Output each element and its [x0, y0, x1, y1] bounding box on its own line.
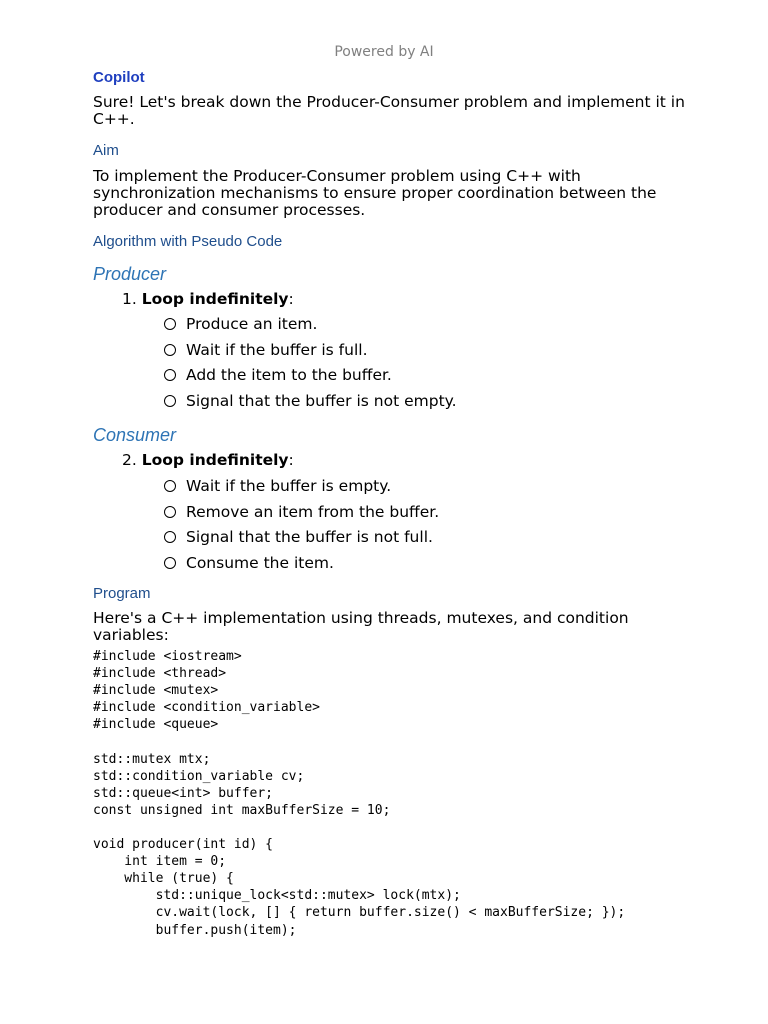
producer-heading: Producer: [93, 264, 167, 284]
list-item: Signal that the buffer is not empty.: [93, 392, 693, 418]
list-item: Signal that the buffer is not full.: [93, 528, 693, 554]
circle-bullet-icon: [164, 557, 176, 569]
list-item: Consume the item.: [93, 554, 693, 580]
circle-bullet-icon: [164, 531, 176, 543]
circle-bullet-icon: [164, 480, 176, 492]
list-item: Produce an item.: [93, 315, 693, 341]
producer-step-number: 1.: [122, 290, 137, 308]
circle-bullet-icon: [164, 506, 176, 518]
producer-step: [93, 290, 693, 308]
response-content: [93, 69, 693, 939]
list-item: Add the item to the buffer.: [93, 366, 693, 392]
list-item: Wait if the buffer is empty.: [93, 477, 693, 503]
consumer-step-suffix: :: [288, 451, 294, 469]
algorithm-heading: Algorithm with Pseudo Code: [93, 233, 283, 250]
aim-heading: Aim: [93, 142, 119, 159]
circle-bullet-icon: [164, 369, 176, 381]
list-item: Remove an item from the buffer.: [93, 503, 693, 529]
producer-step-title: Loop indefinitely: [141, 290, 289, 308]
consumer-step: [93, 451, 693, 469]
intro-paragraph: Sure! Let's break down the Producer-Consumer problem and implement it in C++.: [93, 93, 685, 128]
assistant-name: Copilot: [93, 69, 145, 86]
code-block: #include <iostream> #include <thread> #include <mutex> #include <condition_variable> #include <queue> std::mutex mtx; std::condition_variable cv; std::queue<int> buffer; const unsigned int maxBufferSize = 10; void producer(int id) { int item = 0; while (true) { std::unique_lock<std::mutex> lock(mtx); cv.wait(lock, [] { return buffer.size() < maxBufferSize; }); buffer.push(item);: [93, 649, 626, 938]
program-heading: Program: [93, 585, 151, 602]
powered-by-label: Powered by AI: [334, 44, 434, 60]
consumer-step-title: Loop indefinitely: [141, 451, 289, 469]
circle-bullet-icon: [164, 344, 176, 356]
circle-bullet-icon: [164, 395, 176, 407]
producer-step-suffix: :: [288, 290, 294, 308]
program-intro: Here's a C++ implementation using threads, mutexes, and condition variables:: [93, 609, 629, 644]
consumer-bullet-list: [93, 477, 693, 579]
producer-bullet-list: [93, 315, 693, 417]
aim-paragraph: To implement the Producer-Consumer problem using C++ with synchronization mechanisms to ensure proper coordination between the producer and consumer processes.: [93, 167, 657, 219]
consumer-heading: Consumer: [93, 425, 177, 445]
circle-bullet-icon: [164, 318, 176, 330]
consumer-step-number: 2.: [122, 451, 137, 469]
list-item: Wait if the buffer is full.: [93, 341, 693, 367]
